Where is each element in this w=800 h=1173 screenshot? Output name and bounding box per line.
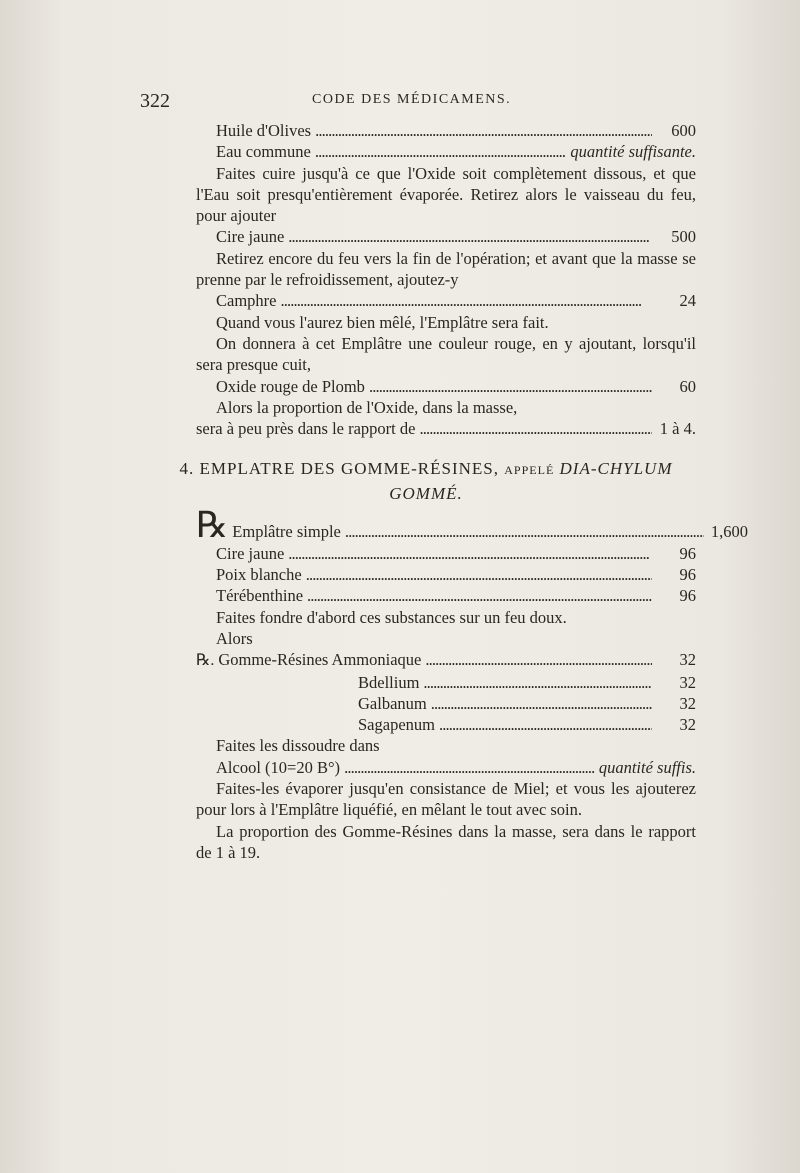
- ingredient-label: Bdellium: [358, 672, 420, 692]
- ingredient-label: Galbanum: [358, 693, 427, 713]
- leader-dots: [369, 376, 652, 397]
- ingredient-value: 96: [679, 586, 696, 606]
- ingredient-label: Sagapenum: [358, 715, 435, 735]
- leader-dots: [288, 226, 652, 247]
- paragraph: Faites cuire jusqu'à ce que l'Oxide soit complètement dissous, et que l'Eau soit presqu'entièrement évaporée. Retirez alors le vaisseau du feu, pour ajouter: [196, 163, 696, 226]
- ingredient-label: Térébenthine: [216, 586, 304, 606]
- ingredient-value: 32: [679, 672, 696, 692]
- leader-dots: [280, 290, 652, 311]
- recipe-symbol: ℞: [196, 505, 229, 546]
- section-appele: APPELÉ: [504, 463, 555, 478]
- ingredient-value: 1 à 4.: [659, 419, 696, 439]
- ingredient-row: [196, 585, 696, 606]
- ingredient-row: [196, 120, 696, 141]
- leader-dots: [431, 693, 652, 714]
- ingredient-row: [196, 141, 696, 162]
- paragraph: La proportion des Gomme-Résines dans la masse, sera dans le rapport de 1 à 19.: [196, 821, 696, 862]
- ingredient-row: [196, 714, 696, 735]
- ingredient-row: [196, 376, 696, 397]
- leader-dots: [344, 757, 595, 778]
- ingredient-value: 32: [679, 715, 696, 735]
- ingredient-value: 32: [679, 650, 696, 670]
- leader-dots: [288, 543, 652, 564]
- paragraph: On donnera à cet Emplâtre une couleur rouge, en y ajoutant, lorsqu'il sera presque cuit,: [196, 333, 696, 375]
- ingredient-label: Oxide rouge de Plomb: [216, 376, 365, 396]
- ingredient-value: 32: [679, 693, 696, 713]
- ingredient-value: 1,600: [710, 522, 749, 542]
- leader-dots: [315, 141, 567, 162]
- ingredient-label: Poix blanche: [216, 565, 302, 585]
- ingredient-row: [196, 290, 696, 311]
- paragraph: Retirez encore du feu vers la fin de l'opération; et avant que la masse se prenne par le refroidissement, ajoutez-y: [196, 248, 696, 290]
- ingredient-label: Emplâtre simple: [232, 522, 341, 542]
- body-text: [179, 120, 749, 863]
- recipe-list: [232, 521, 748, 542]
- paragraph: Faites-les évaporer jusqu'en consistance de Miel; et vous les ajouterez pour lors à l'Emplâtre liquéfié, en mêlant le tout avec soin.: [196, 779, 696, 820]
- ingredient-label: sera à peu près dans le rapport de: [196, 419, 416, 439]
- ingredient-row: [196, 226, 696, 247]
- running-title: CODE DES MÉDICAMENS.: [312, 92, 512, 107]
- leader-dots: [439, 714, 652, 735]
- ingredient-value: 600: [671, 121, 696, 140]
- page-header: [140, 90, 700, 114]
- paragraph: Faites les dissoudre dans: [216, 736, 380, 756]
- paragraph: Alors: [216, 628, 253, 648]
- section-heading: [156, 457, 696, 506]
- ingredient-label: Eau commune: [216, 142, 311, 162]
- page-number: 322: [140, 90, 170, 112]
- ingredient-row: [196, 693, 696, 714]
- leader-dots: [423, 672, 652, 693]
- recipe-symbol: ℞.: [196, 652, 215, 670]
- ingredient-label: Cire jaune: [216, 543, 285, 563]
- ingredient-value: 500: [671, 227, 696, 247]
- ingredient-row: [196, 418, 696, 439]
- ingredient-row: [196, 543, 696, 564]
- ingredient-value: 60: [679, 376, 696, 396]
- ingredient-row: [232, 521, 748, 542]
- ingredient-value: 96: [679, 565, 696, 585]
- ingredient-value: quantité suffis.: [598, 757, 696, 777]
- ingredient-row: [196, 564, 696, 585]
- ingredient-row: [196, 757, 696, 778]
- ingredient-label: Cire jaune: [216, 227, 285, 247]
- paragraph: Faites fondre d'abord ces substances sur un feu doux.: [216, 607, 567, 627]
- ingredient-label: Huile d'Olives: [216, 121, 312, 140]
- recipe-block: [196, 505, 749, 546]
- leader-dots: [419, 418, 652, 439]
- section-number: 4.: [179, 459, 195, 479]
- paragraph: Alors la proportion de l'Oxide, dans la masse,: [216, 397, 518, 417]
- ingredient-value: 96: [679, 543, 696, 563]
- leader-dots: [315, 120, 652, 141]
- section-title: EMPLATRE DES GOMME-RÉSINES,: [199, 459, 500, 479]
- leader-dots: [306, 564, 652, 585]
- section-name: DIA-CHYLUM GOMMÉ.: [389, 459, 673, 504]
- paragraph: Quand vous l'aurez bien mêlé, l'Emplâtre sera fait.: [216, 312, 549, 332]
- leader-dots: [345, 521, 704, 542]
- ingredient-value: 24: [679, 291, 696, 311]
- ingredient-label: Alcool (10=20 B°): [216, 757, 341, 777]
- ingredient-row: [196, 672, 696, 693]
- ingredient-value: quantité suffisante.: [570, 142, 696, 162]
- ingredient-label: Gomme-Résines Ammoniaque: [218, 650, 422, 670]
- ingredient-label: Camphre: [216, 291, 277, 311]
- leader-dots: [307, 585, 652, 606]
- ingredient-row: [196, 649, 696, 671]
- leader-dots: [425, 649, 652, 670]
